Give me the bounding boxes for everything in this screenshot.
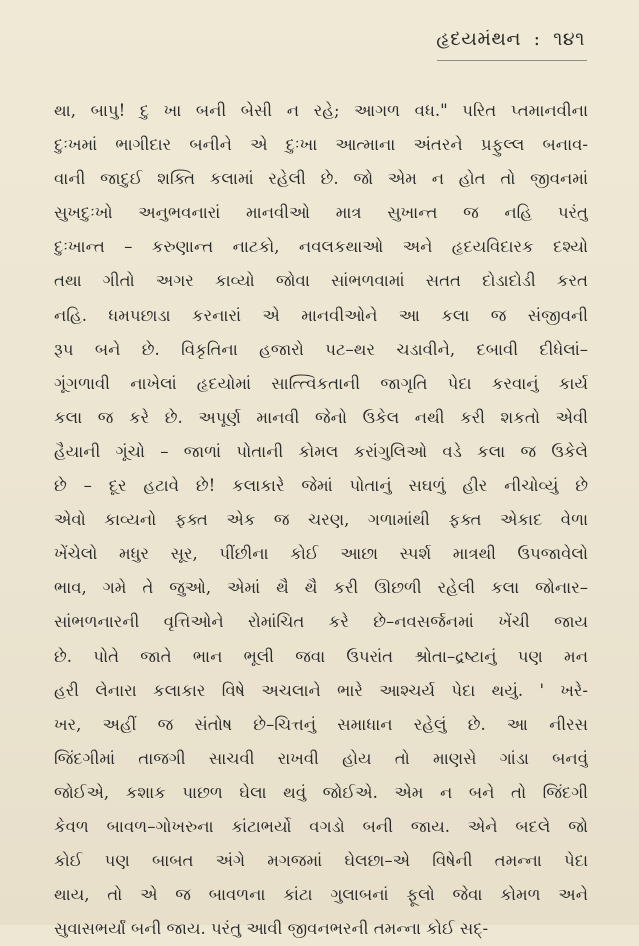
text-line: રૂપ બને છે. વિકૃતિના હજારો પટ–થર ચડાવીને, દબાવી દીધેલાં– xyxy=(54,339,588,359)
text-line: છે. પોતે જાતે ભાન ભૂલી જવા ઉપરાંત શ્રોતા–દ્રષ્ટાનું પણ મન xyxy=(54,646,588,666)
text-line: છે – દૂર હટાવે છે! કલાકારે જેમાં પોતાનું સઘળું હીર નીચોવ્યું છે xyxy=(54,476,588,496)
text-line: ભાવ, ગમે તે જુઓ, એમાં થૈ થૈ કરી ઊછળી રહેલી કલા જોનાર– xyxy=(54,578,588,598)
header-rule xyxy=(437,60,587,61)
text-line: તથા ગીતો અગર કાવ્યો જોવા સાંભળવામાં સતત દોડાદોડી કરત xyxy=(54,271,588,291)
text-line: વાની જાદુઈ શક્તિ કલામાં રહેલી છે. જો એમ ન હોત તો જીવનમાં xyxy=(54,169,588,189)
running-head xyxy=(436,28,585,50)
text-line: દુઃખમાં ભાગીદાર બનીને એ દુઃખા આત્માના અંતરને પ્રફુલ્લ બનાવ- xyxy=(54,135,588,155)
text-line: એવો કાવ્યનો ફક્ત એક જ ચરણ, ગળામાંથી ફક્ત એકાદ વેળા xyxy=(54,510,588,530)
text-line: સુખદુઃખો અનુભવનારાં માનવીઓ માત્ર સુખાન્ત જ નહિ પરંતુ xyxy=(54,203,588,223)
text-line: જિંદગીમાં તાજગી સાચવી રાખવી હોય તો માણસે ગાંડા બનવું xyxy=(54,748,588,768)
text-line: જોઈએ, કશાક પાછળ ઘેલા થવું જોઈએ. એમ ન બને તો જિંદગી xyxy=(54,782,588,802)
text-line: કલા જ કરે છે. અપૂર્ણ માનવી જેનો ઉકેલ નથી કરી શકતો એવી xyxy=(54,407,588,427)
body-text xyxy=(54,94,588,946)
text-line: ખર, અહીં જ સંતોષ છે–ચિત્તનું સમાધાન રહેલું છે. આ નીરસ xyxy=(54,714,588,734)
text-line: નહિ. ધમપછાડા કરનારાં એ માનવીઓને આ કલા જ સંજીવની xyxy=(54,305,588,325)
text-line: કોઈ પણ બાબત અંગે મગજમાં ઘેલછા–એ વિષેની તમન્ના પેદા xyxy=(54,851,588,871)
running-head-separator: : xyxy=(533,28,541,50)
text-line: ગૂંગળાવી નાખેલાં હૃદયોમાં સાત્ત્વિકતાની જાગૃતિ પેદા કરવાનું કાર્ય xyxy=(54,373,588,393)
page-number: ૧૪૧ xyxy=(553,28,585,50)
text-line: સાંભળનારની વૃત્તિઓને રોમાંચિત કરે છે–નવસર્જનમાં ખેંચી જાય xyxy=(54,612,588,632)
text-line: થાય, તો એ જ બાવળના કાંટા ગુલાબનાં ફૂલો જેવા કોમળ અને xyxy=(54,885,588,905)
text-line: હૈયાની ગૂંચો – જાળાં પોતાની કોમલ કરાંગુલિઓ વડે કલા જ ઉકેલે xyxy=(54,441,588,461)
text-line: હરી લેનારા કલાકાર વિષે અચલાને ભારે આશ્ચર્ય પેદા થયું. ' ખરે- xyxy=(54,680,588,700)
text-line: સુવાસભર્યાં બની જાય. પરંતુ આવી જીવનભરની તમન્ના કોઈ સદ્- xyxy=(54,919,489,939)
text-line: દુઃખાન્ત – કરુણાન્ત નાટકો, નવલકથાઓ અને હૃદયવિદારક દશ્યો xyxy=(54,237,588,257)
text-line: થા, બાપુ! દુ ખા બની બેસી ન રહે; આગળ વધ." પરિત પ્તમાનવીના xyxy=(54,101,588,120)
text-line: કેવળ બાવળ–ગોખરુના કાંટાભર્યો વગડો બની જાય. એને બદલે જો xyxy=(54,816,588,836)
text-line: ખેંચેલો મધુર સૂર, પીંછીના કોઈ આછા સ્પર્શ માત્રથી ઉપજાવેલો xyxy=(54,544,588,564)
running-head-title: હૃદયમંથન xyxy=(436,28,522,50)
